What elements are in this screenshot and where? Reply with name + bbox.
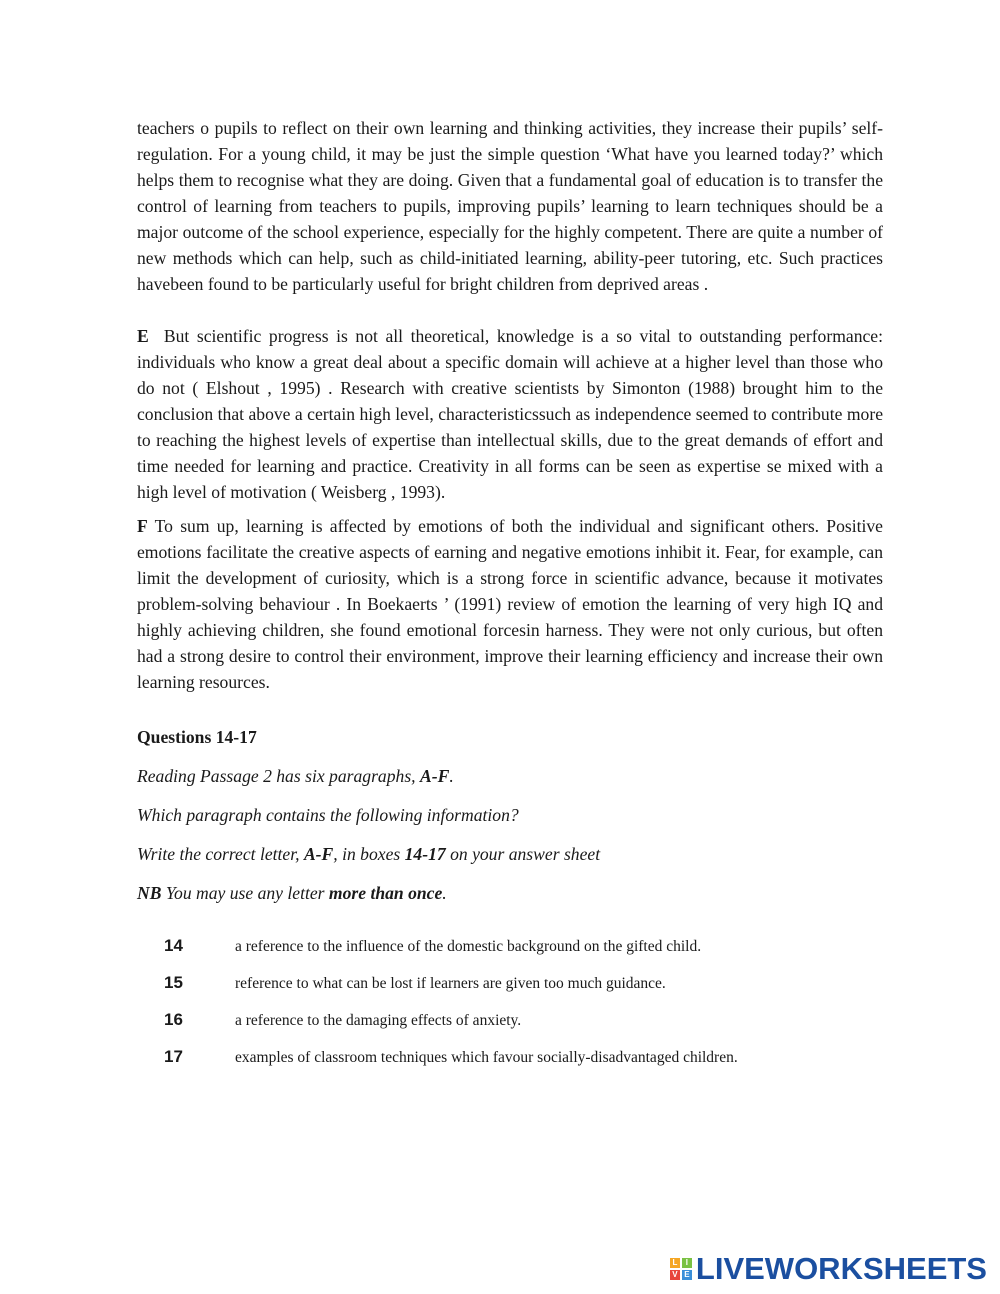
question-number: 15 — [164, 973, 183, 992]
question-text: a reference to the influence of the domestic background on the gifted child. — [235, 938, 702, 955]
logo-letter: E — [682, 1270, 692, 1280]
instruction-3: Write the correct letter, A-F, in boxes 14-17 on your answer sheet — [137, 844, 601, 864]
worksheet-page — [137, 115, 883, 1084]
question-number: 17 — [164, 1047, 183, 1066]
question-text: reference to what can be lost if learners are given too much guidance. — [235, 975, 666, 992]
paragraph-e — [137, 323, 883, 505]
logo-text: LIVEWORKSHEETS — [695, 1251, 987, 1286]
paragraph-d: teachers o pupils to reflect on their own learning and thinking activities, they increase their pupils’ self-regulation. For a young child, it may be just the simple question ‘What have you learned today?’ which helps them to recognise what they are doing. Given that a fundamental goal of education is to transfer the control of learning from teachers to pupils, improving pupils’ learning to learn techniques should be a major outcome of the school experience, especially for the highly competent. There are quite a number of new methods which can help, such as child-initiated learning, ability-peer tutoring, etc. Such practices havebeen found to be particularly useful for bright children from deprived areas . — [137, 118, 883, 294]
liveworksheets-logo — [670, 1251, 987, 1286]
question-number: 16 — [164, 1010, 183, 1029]
logo-icon — [670, 1258, 692, 1280]
instruction-nb: NB You may use any letter more than once. — [137, 883, 447, 903]
question-item — [137, 1047, 883, 1084]
question-text: a reference to the damaging effects of anxiety. — [235, 1012, 522, 1029]
question-number: 14 — [164, 936, 183, 955]
questions-title: Questions 14-17 — [137, 727, 257, 747]
question-list — [137, 936, 883, 1084]
instruction-1: Reading Passage 2 has six paragraphs, A-F. — [137, 766, 454, 786]
instruction-2: Which paragraph contains the following information? — [137, 805, 519, 825]
question-item — [137, 936, 883, 973]
logo-letter: V — [670, 1270, 680, 1280]
paragraph-f-text: To sum up, learning is affected by emotions of both the individual and significant others. Positive emotions facilitate the creative aspects of earning and negative emotions inhibit it. Fear, for example, can limit the development of curiosity, which is a strong force in scientific advance, because it motivates problem-solving behaviour . In Boekaerts ’ (1991) review of emotion the learning of very high IQ and highly achieving children, she found emotional forcesin harness. They were not only curious, but often had a strong desire to control their environment, improve their learning efficiency and increase their own learning resources. — [137, 516, 883, 692]
question-text: examples of classroom techniques which favour socially-disadvantaged children. — [235, 1049, 738, 1066]
logo-letter: L — [670, 1258, 680, 1268]
logo-letter: I — [682, 1258, 692, 1268]
paragraph-e-text: But scientific progress is not all theoretical, knowledge is a so vital to outstanding performance: individuals who know a great deal about a specific domain will achieve at a higher level than those who do not ( Elshout , 1995) . Research with creative scientists by Simonton (1988) brought him to the conclusion that above a certain high level, characteristicssuch as independence seemed to contribute more to reaching the highest levels of expertise than intellectual skills, due to the great demands of effort and time needed for learning and practice. Creativity in all forms can be seen as expertise se mixed with a high level of motivation ( Weisberg , 1993). — [137, 326, 884, 502]
paragraph-f — [137, 513, 883, 695]
question-item — [137, 1010, 883, 1047]
paragraph-f-letter: F — [137, 516, 148, 536]
question-item — [137, 973, 883, 1010]
paragraph-e-letter: E — [137, 326, 149, 346]
